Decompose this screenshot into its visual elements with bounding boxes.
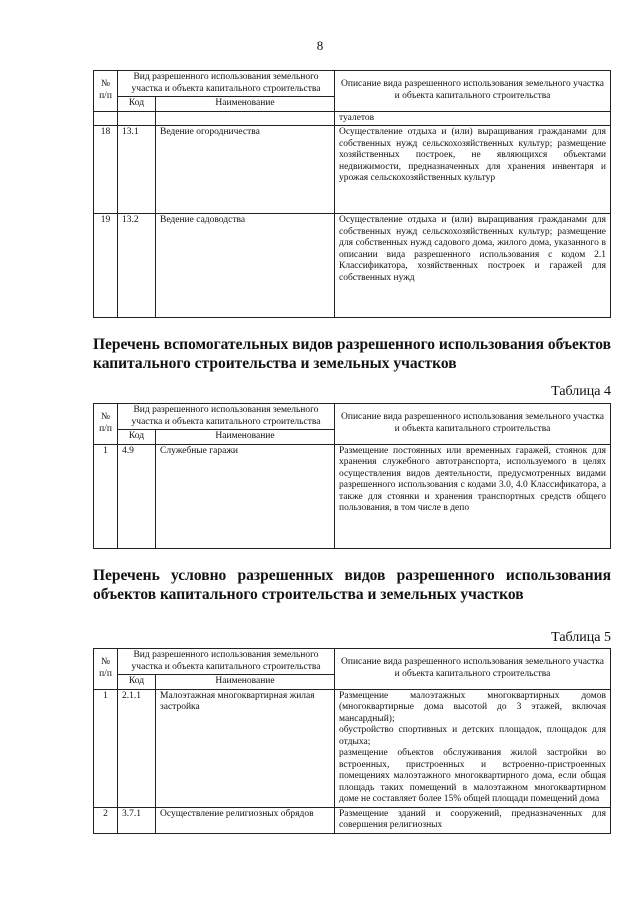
header-num: № п/п bbox=[94, 71, 118, 112]
row-num: 19 bbox=[94, 214, 118, 318]
table-row bbox=[94, 111, 611, 126]
row-description: Осуществление отдыха и (или) выращивания гражданами для собственных нужд сельскохозяйственных культур; размещение для собственных нужд садового дома, жилого дома, указанного в описании вида разрешенного использования с кодом 2.1 Классификатора, хозяйственных построек и гаражей для собственных нужд bbox=[335, 214, 611, 318]
row-description bbox=[335, 689, 611, 807]
table-row bbox=[94, 444, 611, 548]
header-num: № п/п bbox=[94, 649, 118, 690]
row-name: Малоэтажная многоквартирная жилая застройка bbox=[156, 689, 335, 807]
row-name: Ведение садоводства bbox=[156, 214, 335, 318]
land-use-table-continued bbox=[93, 70, 611, 318]
header-num: № п/п bbox=[94, 404, 118, 445]
description-line: Размещение малоэтажных многоквартирных домов (многоквартирные дома высотой до 3 этажей, включая мансардный); bbox=[339, 690, 606, 724]
section-heading: Перечень условно разрешенных видов разрешенного использования объектов капитального строительства и земельных участков bbox=[93, 567, 611, 603]
header-kind-group: Вид разрешенного использования земельного участка и объекта капитального строительства bbox=[118, 649, 335, 675]
page-number: 8 bbox=[316, 38, 324, 53]
header-kind-group: Вид разрешенного использования земельного участка и объекта капитального строительства bbox=[118, 71, 335, 97]
row-num: 18 bbox=[94, 126, 118, 214]
row-code: 3.7.1 bbox=[118, 807, 156, 833]
header-code: Код bbox=[118, 675, 156, 690]
row-num: 2 bbox=[94, 807, 118, 833]
header-name: Наименование bbox=[156, 97, 335, 112]
conditional-use-table bbox=[93, 648, 611, 834]
row-code: 4.9 bbox=[118, 444, 156, 548]
table-row bbox=[94, 689, 611, 807]
row-code: 13.1 bbox=[118, 126, 156, 214]
table-label: Таблица 5 bbox=[551, 630, 611, 645]
description-line: обустройство спортивных и детских площадок, площадок для отдыха; bbox=[339, 725, 606, 747]
description-line: размещение объектов обслуживания жилой застройки во встроенных, пристроенных и встроенно-пристроенных помещениях малоэтажного многоквартирного дома, если общая площадь таких помещений в малоэтажном многоквартирном доме не составляет более 15% общей площади помещений дома bbox=[339, 748, 606, 804]
row-name: Служебные гаражи bbox=[156, 444, 335, 548]
header-code: Код bbox=[118, 97, 156, 112]
row-num: 1 bbox=[94, 444, 118, 548]
row-code: 13.2 bbox=[118, 214, 156, 318]
header-description: Описание вида разрешенного использования земельного участка и объекта капитального строительства bbox=[335, 649, 611, 690]
section-heading: Перечень вспомогательных видов разрешенного использования объектов капитального строительства и земельных участков bbox=[93, 336, 611, 372]
header-name: Наименование bbox=[156, 430, 335, 445]
row-name: Осуществление религиозных обрядов bbox=[156, 807, 335, 833]
table-row bbox=[94, 807, 611, 833]
row-num: 1 bbox=[94, 689, 118, 807]
table-row bbox=[94, 126, 611, 214]
row-description: Осуществление отдыха и (или) выращивания гражданами для собственных нужд сельскохозяйственных культур; размещение хозяйственных построек, не являющихся объектами недвижимости, предназначенных для хранения инвентаря и урожая сельскохозяйственных культур bbox=[335, 126, 611, 214]
row-code: 2.1.1 bbox=[118, 689, 156, 807]
header-code: Код bbox=[118, 430, 156, 445]
row-description: Размещение зданий и сооружений, предназначенных для совершения религиозных bbox=[335, 807, 611, 833]
table-row bbox=[94, 214, 611, 318]
row-description: туалетов bbox=[335, 111, 611, 126]
row-description: Размещение постоянных или временных гаражей, стоянок для хранения служебного автотранспорта, используемого в целях осуществления видов деятельности, предусмотренных видами разрешенного использования с кодами 3.0, 4.0 Классификатора, а также для стоянки и хранения транспортных средств общего пользования, в том числе в депо bbox=[335, 444, 611, 548]
header-name: Наименование bbox=[156, 675, 335, 690]
auxiliary-use-table bbox=[93, 403, 611, 549]
table-label: Таблица 4 bbox=[551, 384, 611, 399]
header-kind-group: Вид разрешенного использования земельного участка и объекта капитального строительства bbox=[118, 404, 335, 430]
row-name: Ведение огородничества bbox=[156, 126, 335, 214]
header-description: Описание вида разрешенного использования земельного участка и объекта капитального строительства bbox=[335, 404, 611, 445]
header-description: Описание вида разрешенного использования земельного участка и объекта капитального строительства bbox=[335, 71, 611, 112]
